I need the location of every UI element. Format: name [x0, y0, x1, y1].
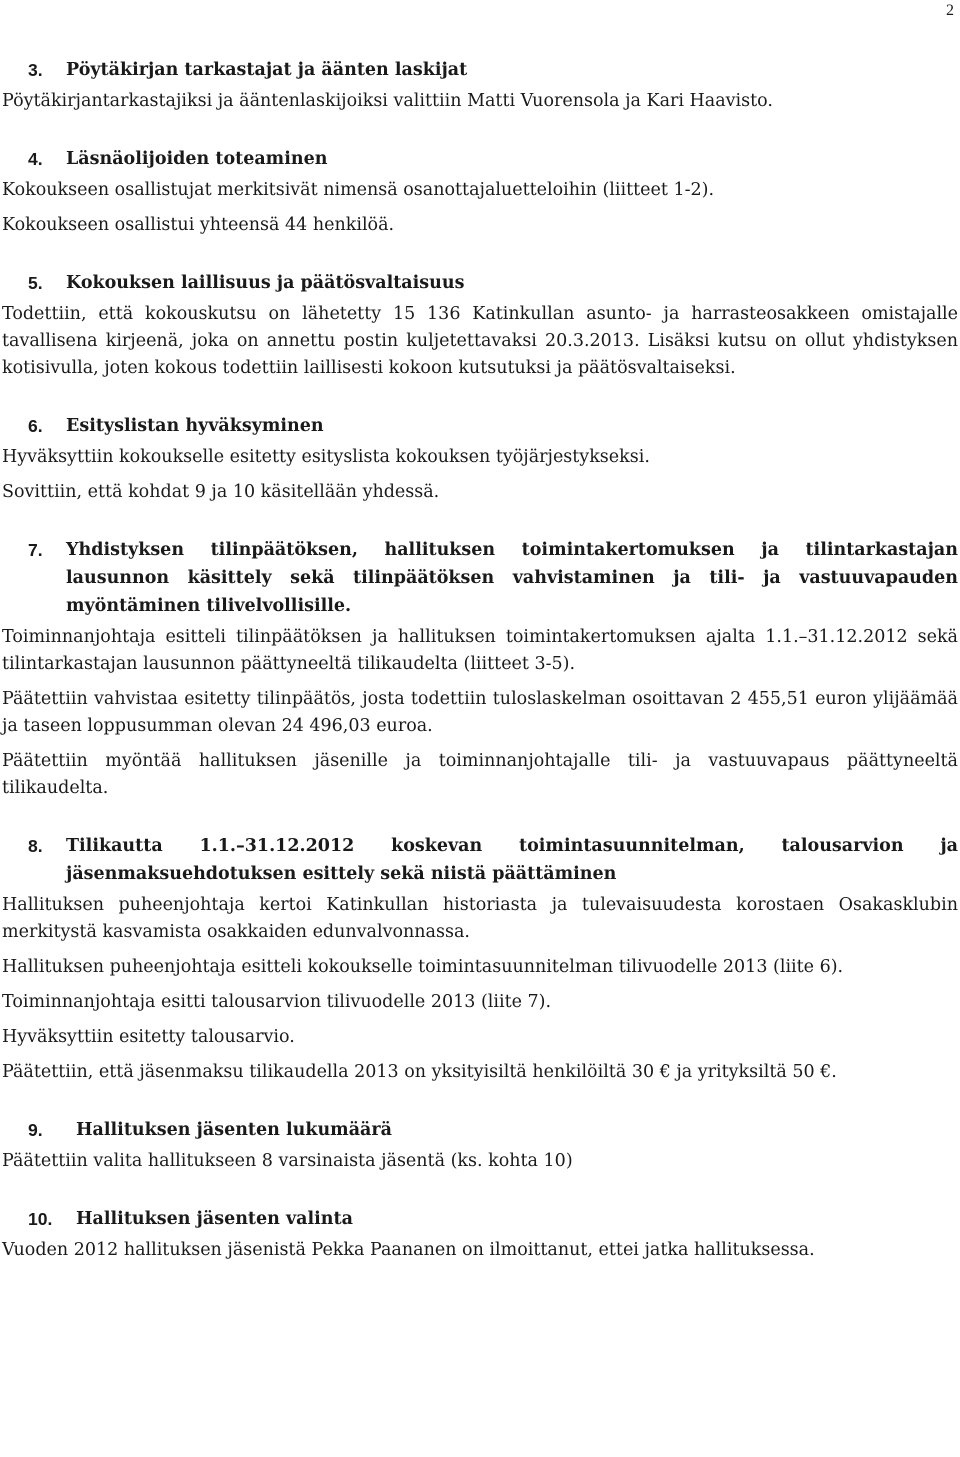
paragraph: Hallituksen puheenjohtaja esitteli kokoukselle toimintasuunnitelman tilivuodelle 2013 (liite 6).	[2, 957, 844, 977]
section-8	[2, 832, 958, 1086]
paragraph: Sovittiin, että kohdat 9 ja 10 käsitellään yhdessä.	[2, 482, 440, 502]
section-heading	[2, 269, 958, 297]
paragraph: Kokoukseen osallistui yhteensä 44 henkilöä.	[2, 215, 395, 235]
section-6	[2, 412, 958, 506]
section-title: Esityslistan hyväksyminen	[66, 416, 324, 436]
paragraph: Hallituksen puheenjohtaja kertoi Katinkullan historiasta ja tulevaisuudesta korostaen Osakasklubin merkitystä kasvamista osakkaiden edunvalvonnassa.	[2, 895, 958, 942]
section-number: 6.	[28, 416, 43, 436]
document-body	[2, 56, 958, 1294]
section-heading	[2, 1116, 958, 1144]
section-heading	[2, 1205, 958, 1233]
section-number: 7.	[28, 540, 43, 560]
paragraph: Päätettiin, että jäsenmaksu tilikaudella 2013 on yksityisiltä henkilöiltä 30 € ja yrityksiltä 50 €.	[2, 1062, 837, 1082]
paragraph: Toiminnanjohtaja esitti talousarvion tilivuodelle 2013 (liite 7).	[2, 992, 552, 1012]
section-title: Yhdistyksen tilinpäätöksen, hallituksen toimintakertomuksen ja tilintarkastajan lausunnon käsittely sekä tilinpäätöksen vahvistaminen ja tili- ja vastuuvapauden myöntäminen tilivelvollisille.	[66, 540, 958, 616]
section-title: Pöytäkirjan tarkastajat ja äänten laskijat	[66, 60, 468, 80]
paragraph: Hyväksyttiin kokoukselle esitetty esityslista kokouksen työjärjestykseksi.	[2, 447, 650, 467]
section-number: 5.	[28, 273, 43, 293]
paragraph: Todettiin, että kokouskutsu on lähetetty 15 136 Katinkullan asunto- ja harrasteosakkeen omistajalle tavallisena kirjeenä, joka on annettu postin kuljetettavaksi 20.3.2013. Lisäksi kutsu on ollut yhdistyksen kotisivulla, joten kokous todettiin laillisesti kokoon kutsutuksi ja päätösvaltaiseksi.	[2, 304, 958, 378]
section-title: Tilikautta 1.1.–31.12.2012 koskevan toimintasuunnitelman, talousarvion ja jäsenmaksuehdotuksen esittely sekä niistä päättäminen	[66, 836, 958, 884]
section-heading	[2, 56, 958, 84]
section-title: Hallituksen jäsenten lukumäärä	[76, 1120, 392, 1140]
section-title: Läsnäolijoiden toteaminen	[66, 149, 328, 169]
section-heading	[2, 832, 958, 888]
section-number: 10.	[28, 1209, 53, 1229]
section-7	[2, 536, 958, 802]
paragraph: Vuoden 2012 hallituksen jäsenistä Pekka Paananen on ilmoittanut, ettei jatka hallituksessa.	[2, 1240, 815, 1260]
paragraph: Kokoukseen osallistujat merkitsivät nimensä osanottajaluetteloihin (liitteet 1-2).	[2, 180, 715, 200]
section-number: 3.	[28, 60, 43, 80]
paragraph: Pöytäkirjantarkastajiksi ja ääntenlaskijoiksi valittiin Matti Vuorensola ja Kari Haavisto.	[2, 91, 773, 111]
section-title: Kokouksen laillisuus ja päätösvaltaisuus	[66, 273, 465, 293]
paragraph: Päätettiin vahvistaa esitetty tilinpäätös, josta todettiin tuloslaskelman osoittavan 2 455,51 euron ylijäämää ja taseen loppusumman olevan 24 496,03 euroa.	[2, 689, 958, 736]
section-number: 8.	[28, 836, 43, 856]
section-heading	[2, 412, 958, 440]
section-10	[2, 1205, 958, 1264]
section-9	[2, 1116, 958, 1175]
section-4	[2, 145, 958, 239]
paragraph: Päätettiin valita hallitukseen 8 varsinaista jäsentä (ks. kohta 10)	[2, 1151, 573, 1171]
paragraph: Toiminnanjohtaja esitteli tilinpäätöksen ja hallituksen toimintakertomuksen ajalta 1.1.–31.12.2012 sekä tilintarkastajan lausunnon päättyneeltä tilikaudelta (liitteet 3-5).	[2, 627, 958, 674]
section-number: 4.	[28, 149, 43, 169]
section-title: Hallituksen jäsenten valinta	[76, 1209, 353, 1229]
section-5	[2, 269, 958, 382]
section-number: 9.	[28, 1120, 43, 1140]
page-number: 2	[946, 2, 954, 19]
section-3	[2, 56, 958, 115]
section-heading	[2, 145, 958, 173]
paragraph: Hyväksyttiin esitetty talousarvio.	[2, 1027, 295, 1047]
paragraph: Päätettiin myöntää hallituksen jäsenille ja toiminnanjohtajalle tili- ja vastuuvapaus päättyneeltä tilikaudelta.	[2, 751, 958, 798]
section-heading	[2, 536, 958, 620]
